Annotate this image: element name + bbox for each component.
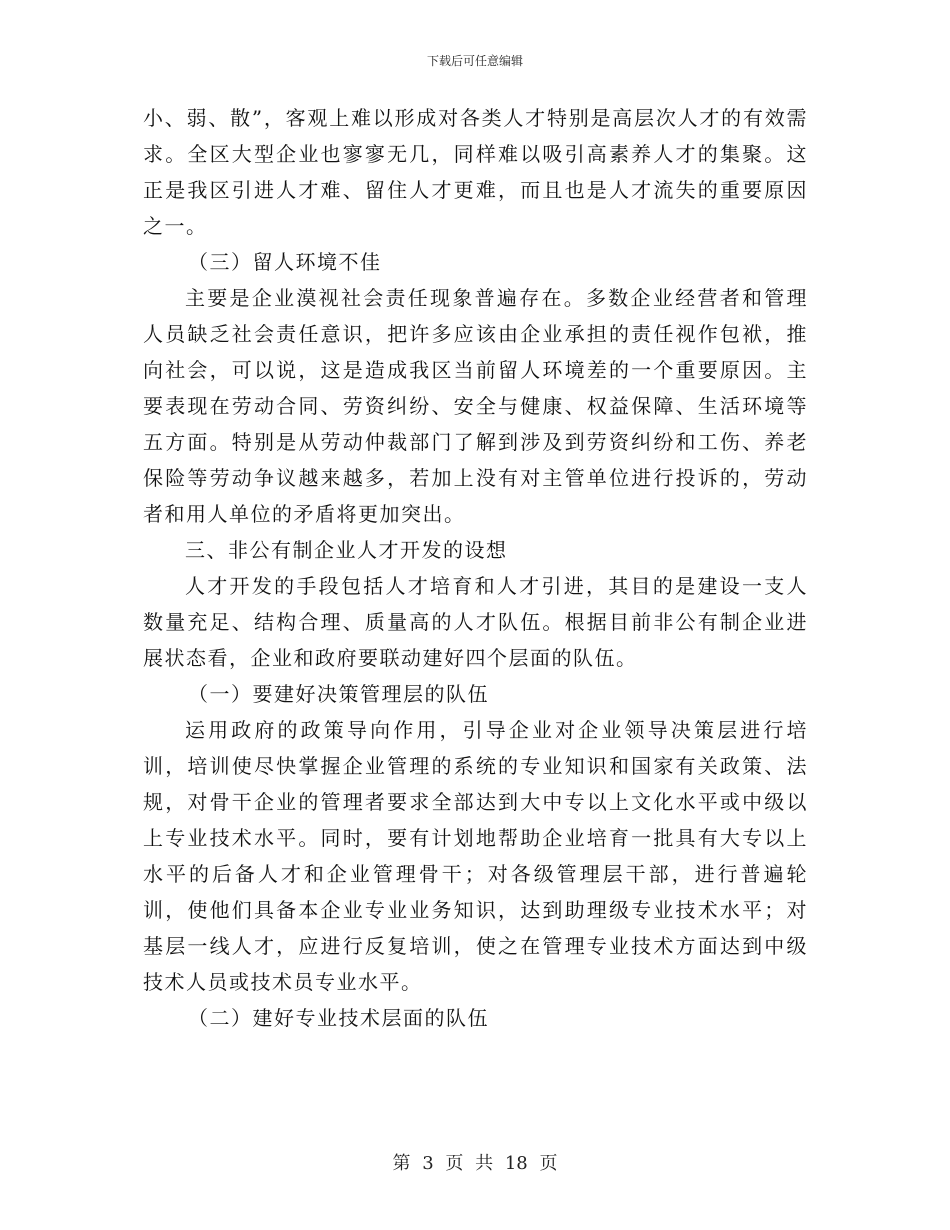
paragraph-development-means: 人才开发的手段包括人才培育和人才引进，其目的是建设一支人数量充足、结构合理、质量高的人才队伍。根据目前非公有制企业进展状态看，企业和政府要联动建好四个层面的队伍。 (143, 574, 808, 670)
paragraph-management-training: 运用政府的政策导向作用，引导企业对企业领导决策层进行培训，培训使尽快掌握企业管理的系统的专业知识和国家有关政策、法规，对骨干企业的管理者要求全部达到大中专以上文化水平或中级以上专业技术水平。同时，要有计划地帮助企业培育一批具有大专以上水平的后备人才和企业管理骨干；对各级管理层干部，进行普遍轮训，使他们具备本企业专业业务知识，达到助理级专业技术水平；对基层一线人才，应进行反复培训，使之在管理专业技术方面达到中级技术人员或技术员专业水平。 (143, 718, 808, 994)
section-heading-retention-environment: （三）留人环境不佳 (188, 250, 382, 274)
page-header: 下载后可任意编辑 (426, 54, 523, 68)
section-heading-professional-technical: （二）建好专业技术层面的队伍 (188, 1006, 489, 1030)
document-body (143, 100, 808, 1036)
page-footer: 第 3 页 共 18 页 (392, 1153, 558, 1174)
section-heading-talent-development: 三、非公有制企业人才开发的设想 (185, 538, 508, 562)
section-heading-decision-management: （一）要建好决策管理层的队伍 (188, 682, 489, 706)
paragraph-social-responsibility: 主要是企业漠视社会责任现象普遍存在。多数企业经营者和管理人员缺乏社会责任意识，把许多应该由企业承担的责任视作包袱，推向社会，可以说，这是造成我区当前留人环境差的一个重要原因。主要表现在劳动合同、劳资纠纷、安全与健康、权益保障、生活环境等五方面。特别是从劳动仲裁部门了解到涉及到劳资纠纷和工伤、养老保险等劳动争议越来越多，若加上没有对主管单位进行投诉的，劳动者和用人单位的矛盾将更加突出。 (143, 286, 808, 526)
paragraph-continuation: 小、弱、散”，客观上难以形成对各类人才特别是高层次人才的有效需求。全区大型企业也寥寥无几，同样难以吸引高素养人才的集聚。这正是我区引进人才难、留住人才更难，而且也是人才流失的重要原因之一。 (143, 106, 808, 238)
